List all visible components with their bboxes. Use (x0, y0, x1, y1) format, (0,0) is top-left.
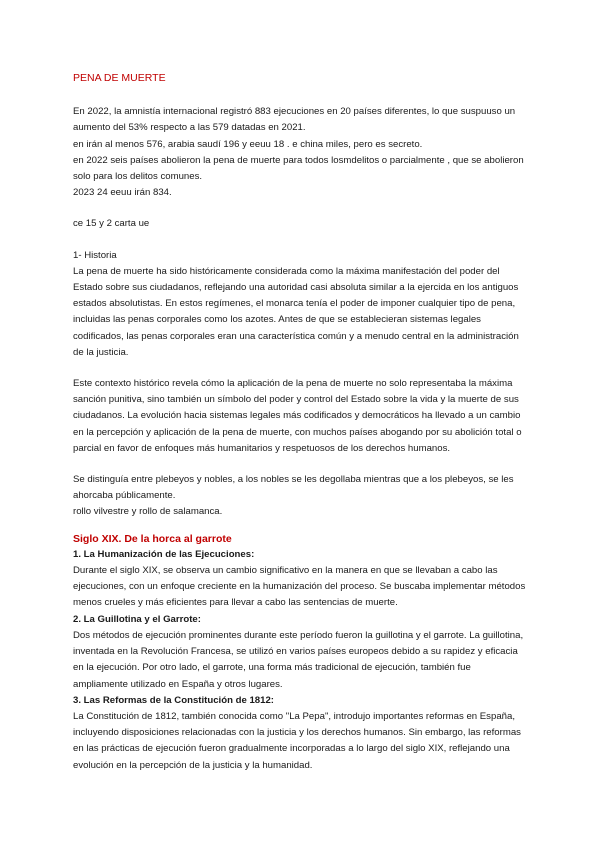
intro-line-1: En 2022, la amnistía internacional registró 883 ejecuciones en 20 países diferentes, lo que suspuuso un aumento del 53% respecto a las 579 datadas en 2021. (73, 106, 516, 134)
siglo-heading: Siglo XIX. De la horca al garrote (73, 532, 232, 545)
historia-paragraph-1: La pena de muerte ha sido históricamente considerada como la máxima manifestación del poder del Estado sobre sus ciudadanos, reflejando una autoridad casi absoluta similar a la ejercida en los antiguos estados absolutistas. En estos regímenes, el monarca tenía el poder de imponer cualquier tipo de pena, incluidas las penas corporales como los azotes. Antes de que se establecieran sistemas legales codificados, las penas corporales eran una característica común y a menudo central en la administración de la justicia. (73, 265, 519, 358)
document-body (73, 70, 528, 774)
intro-line-3: en 2022 seis países abolieron la pena de muerte para todos losmdelitos o parcialmente , que se abolieron solo para los delitos comunes. (73, 154, 524, 183)
section-1-title: 1. La Humanización de las Ejecuciones: (73, 548, 255, 560)
section-3-text: La Constitución de 1812, también conocida como "La Pepa", introdujo importantes reformas en España, incluyendo disposiciones relacionadas con la justicia y los derechos humanos. Sin embargo, las reformas en las prácticas de ejecución fueron gradualmente incorporadas a lo largo del siglo XIX, reflejando una evolución en la percepción de la justicia y la humanidad. (73, 710, 521, 771)
historia-paragraph-2: Este contexto histórico revela cómo la aplicación de la pena de muerte no solo representaba la máxima sanción punitiva, sino también un símbolo del poder y control del Estado sobre la vida y la muerte de sus ciudadanos. La evolución hacia sistemas legales más codificados y democráticos ha llevado a un cambio en la percepción y aplicación de la pena de muerte, con muchos países abogando por su abolición total o parcial en favor de enfoques más humanitarios y respetuosos de los derechos humanos. (73, 378, 522, 454)
historia-paragraph-3: Se distinguía entre plebeyos y nobles, a los nobles se les degollaba mientras que a los plebeyos, se les ahorcaba públicamente. (73, 474, 514, 502)
historia-heading: 1- Historia (73, 249, 117, 261)
section-3-title: 3. Las Reformas de la Constitución de 1812: (73, 694, 274, 706)
intro-line-2: en irán al menos 576, arabia saudí 196 y eeuu 18 . e china miles, pero es secreto. (73, 138, 423, 150)
section-2-text: Dos métodos de ejecución prominentes durante este período fueron la guillotina y el garrote. La guillotina, inventada en la Revolución Francesa, se utilizó en varios países europeos debido a su rapidez y eficacia en la ejecución. Por otro lado, el garrote, una forma más tradicional de ejecución, también fue ampliamente utilizado en España y otros lugares. (73, 629, 524, 690)
section-2-title: 2. La Guillotina y el Garrote: (73, 613, 201, 625)
historia-paragraph-3b: rollo vilvestre y rollo de salamanca. (73, 506, 223, 518)
section-1-text: Durante el siglo XIX, se observa un cambio significativo en la manera en que se llevaban a cabo las ejecuciones, con un enfoque creciente en la humanización del proceso. Se buscaba implementar métodos menos crueles y más eficientes para llevar a cabo las sentencias de muerte. (73, 565, 526, 609)
intro-line-4: 2023 24 eeuu irán 834. (73, 187, 172, 199)
page-title: PENA DE MUERTE (73, 72, 166, 84)
note-line: ce 15 y 2 carta ue (73, 218, 150, 230)
